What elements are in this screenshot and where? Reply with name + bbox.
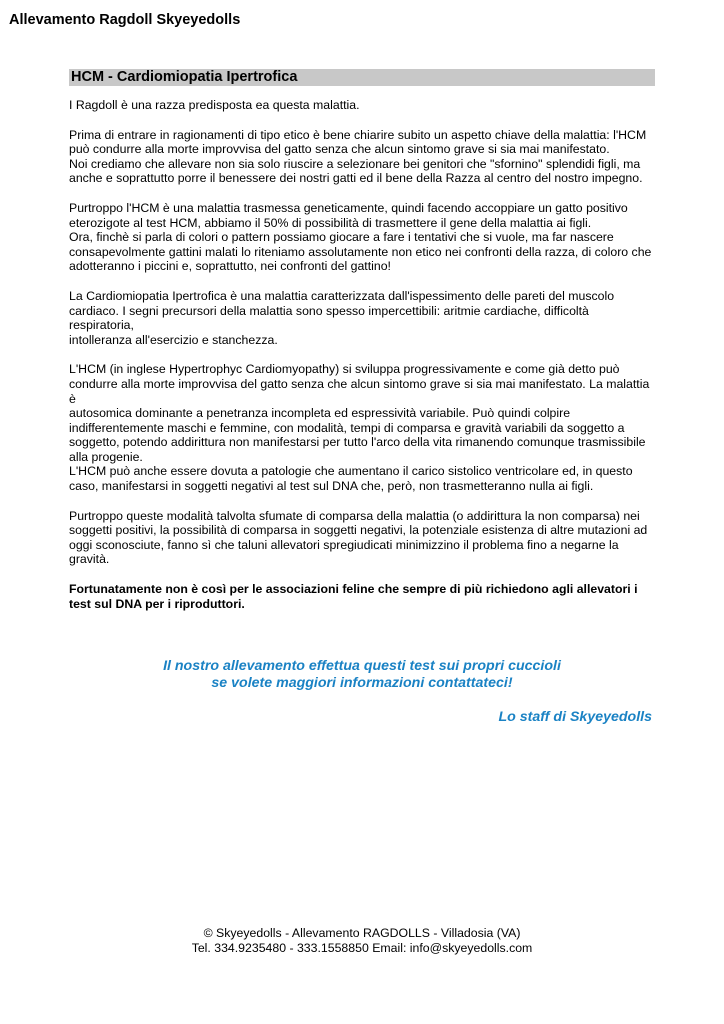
paragraph-line: consapevolmente gattini malati lo riteniamo assolutamente non etico nei confronti della razza, di coloro che — [69, 244, 652, 259]
paragraph-line: soggetti positivi, la possibilità di comparsa in soggetti negativi, la potenziale esistenza di altre mutazioni ad — [69, 523, 648, 538]
paragraph-line: può condurre alla morte improvvisa del gatto senza che alcun sintomo grave si sia mai manifestato. — [69, 142, 610, 157]
paragraph-line: Fortunatamente non è così per le associazioni feline che sempre di più richiedono agli allevatori i — [69, 582, 638, 597]
paragraph-line: autosomica dominante a penetranza incompleta ed espressività variabile. Può quindi colpire — [69, 406, 571, 421]
article-body — [69, 98, 655, 611]
paragraph-line: Noi crediamo che allevare non sia solo riuscire a selezionare bei genitori che "sfornino" splendidi figli, ma — [69, 156, 641, 171]
paragraph-line: La Cardiomiopatia Ipertrofica è una malattia caratterizzata dall'ispessimento delle pareti del muscolo — [69, 288, 615, 303]
paragraph-line: Ora, finchè si parla di colori o pattern possiamo giocare a fare i tentativi che si vuole, ma far nascere — [69, 230, 614, 245]
paragraph — [69, 98, 655, 113]
paragraph-line: Purtroppo l'HCM è una malattia trasmessa geneticamente, quindi facendo accoppiare un gatto positivo — [69, 200, 628, 215]
paragraph-line: oggi sconosciute, fanno sì che taluni allevatori spregiudicati minimizzino il problema fino a negarne la — [69, 537, 619, 552]
paragraph — [69, 128, 655, 186]
paragraph-line: caso, manifestarsi in soggetti negativi al test sul DNA che, però, non trasmetteranno nulla ai figli. — [69, 479, 594, 494]
paragraph-line: intolleranza all'esercizio e stanchezza. — [69, 332, 278, 347]
paragraph-line: indifferentemente maschi e femmine, con modalità, tempi di comparsa e gravità variabili da soggetto a — [69, 420, 625, 435]
paragraph-line: cardiaco. I segni precursori della malattia sono spesso impercettibili: aritmie cardiache, difficoltà respiratoria, — [69, 303, 589, 333]
paragraph — [69, 582, 655, 611]
callout-line-2: se volete maggiori informazioni contattateci! — [211, 675, 513, 691]
footer — [0, 926, 724, 956]
section-title: HCM - Cardiomiopatia Ipertrofica — [69, 69, 655, 86]
paragraph-line: gravità. — [69, 552, 110, 567]
paragraph-line: L'HCM (in inglese Hypertrophyc Cardiomyopathy) si sviluppa progressivamente e come già detto può — [69, 362, 620, 377]
paragraph-line: I Ragdoll è una razza predisposta ea questa malattia. — [69, 98, 360, 112]
paragraph-line: Prima di entrare in ragionamenti di tipo etico è bene chiarire subito un aspetto chiave della malattia: l'HCM — [69, 127, 647, 142]
paragraph — [69, 509, 655, 567]
paragraph-line: alla progenie. — [69, 449, 143, 464]
paragraph-line: soggetto, potendo addirittura non manifestarsi per tutto l'arco della vita rimanendo comunque trasmissibile — [69, 435, 646, 450]
paragraph — [69, 362, 655, 493]
footer-contacts: Tel. 334.9235480 - 333.1558850 Email: info@skyeyedolls.com — [191, 941, 533, 955]
main-content — [69, 69, 655, 626]
paragraph-line: test sul DNA per i riproduttori. — [69, 596, 245, 611]
paragraph-line: Purtroppo queste modalità talvolta sfumate di comparsa della malattia (o addirittura la non comparsa) nei — [69, 508, 640, 523]
paragraph-line: condurre alla morte improvvisa del gatto senza che alcun sintomo grave si sia mai manifestato. La malattia è — [69, 376, 650, 406]
paragraph-line: adotteranno i piccini e, soprattutto, nei confronti del gattino! — [69, 259, 391, 274]
footer-copyright: © Skyeyedolls - Allevamento RAGDOLLS - Villadosia (VA) — [203, 926, 521, 940]
site-title: Allevamento Ragdoll Skyeyedolls — [9, 12, 241, 28]
paragraph-line: L'HCM può anche essere dovuta a patologie che aumentano il carico sistolico ventricolare ed, in questo — [69, 464, 633, 479]
paragraph-line: eterozigote al test HCM, abbiamo il 50% di possibilità di trasmettere il gene della malattia ai figli. — [69, 215, 592, 230]
contact-callout — [69, 658, 655, 726]
paragraph-line: anche e soprattutto porre il benessere dei nostri gatti ed il bene della Razza al centro del nostro impegno. — [69, 171, 643, 186]
paragraph — [69, 289, 655, 347]
callout-line-1: Il nostro allevamento effettua questi test sui propri cuccioli — [163, 658, 561, 674]
paragraph — [69, 201, 655, 274]
callout-signature: Lo staff di Skyeyedolls — [498, 709, 652, 725]
